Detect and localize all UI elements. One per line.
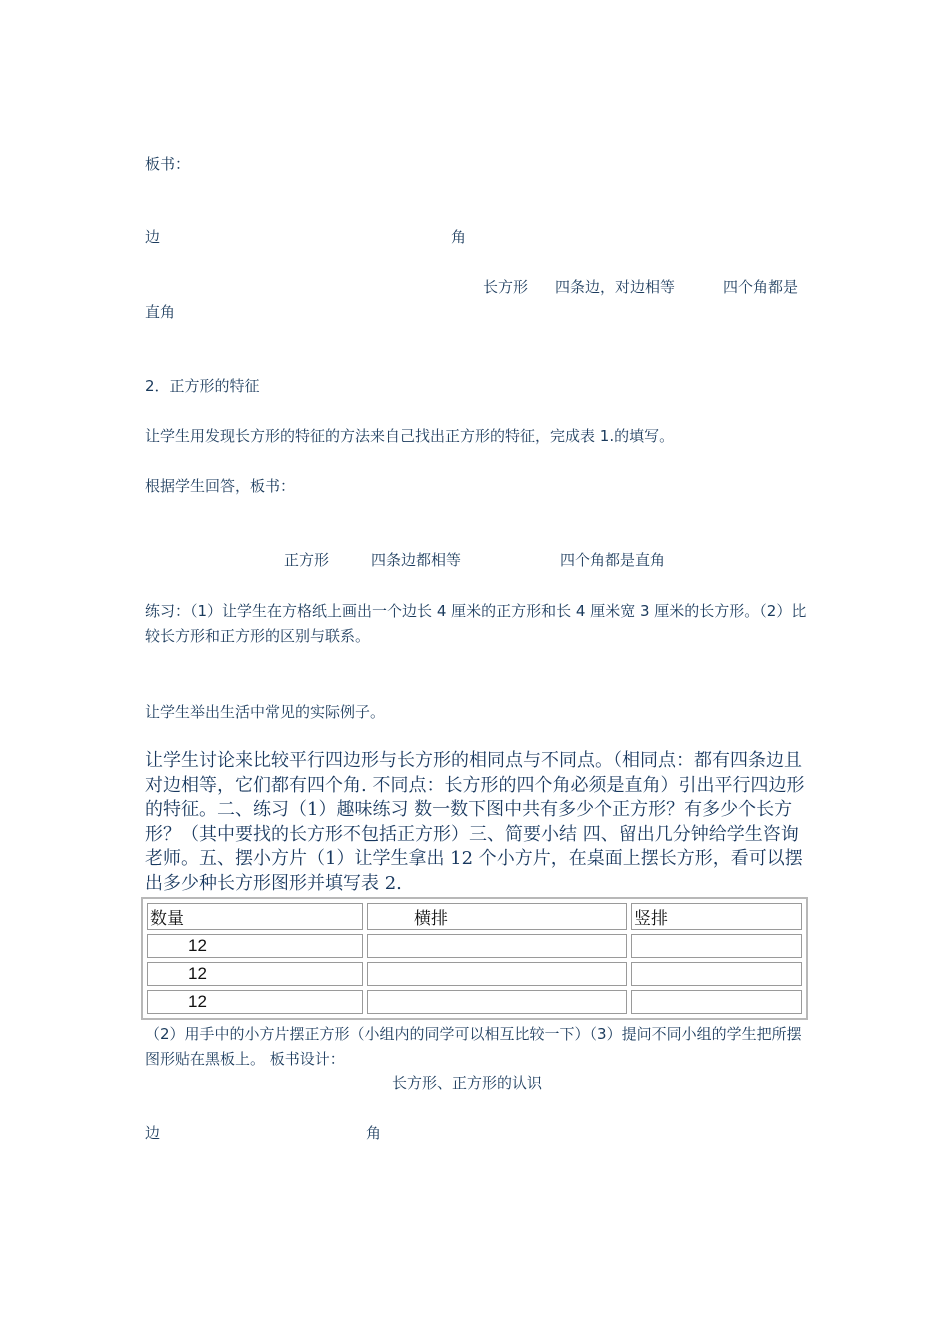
square-angles: 四个角都是直角 [560,551,666,569]
practice-text: 练习：（1）让学生在方格纸上画出一个边长 4 厘米的正方形和长 4 厘米宽 3 厘米的长方形。（2）比较长方形和正方形的区别与联系。 [145,602,807,645]
rectangle-label: 长方形 [483,278,529,296]
table-cell [367,990,627,1014]
data-table [141,897,808,1020]
table-cell: 12 [147,962,363,986]
table-cell [631,962,802,986]
table-row [147,990,802,1014]
table-cell [631,990,802,1014]
label-angle-2: 角 [366,1124,382,1142]
table-header-cell: 数量 [147,903,363,930]
board-note-1: 板书： [145,155,191,173]
rectangle-angles-cont: 直角 [145,303,176,321]
table-cell [367,934,627,958]
instruction-text: 让学生用发现长方形的特征的方法来自己找出正方形的特征，完成表 1.的填写。 [145,427,675,445]
rectangle-edges: 四条边，对边相等 [555,278,676,296]
table-cell: 12 [147,934,363,958]
table-header-row [147,903,802,930]
after-table-text: （2）用手中的小方片摆正方形（小组内的同学可以相互比较一下）（3）提问不同小组的学生把所摆图形贴在黑板上。 板书设计： [145,1025,802,1068]
main-paragraph: 让学生讨论来比较平行四边形与长方形的相同点与不同点。（相同点：都有四条边且对边相等，它们都有四个角. 不同点：长方形的四个角必须是直角）引出平行四边形的特征。二、练习（1）趣味练习 数一数下图中共有多少个正方形？有多少个长方形？（其中要找的长方形不包括正方形）三、简要小结 四、留出几分钟给学生咨询老师。五、摆小方片（1）让学生拿出 12 个小方片，在桌面上摆长方形，看可以摆出多少种长方形图形并填写表 2. [145,750,805,894]
table-header-cell: 横排 [367,903,627,930]
square-edges: 四条边都相等 [371,551,462,569]
label-angle: 角 [451,228,467,246]
label-edge: 边 [145,228,161,246]
section-heading: 2．正方形的特征 [145,377,260,395]
examples-text: 让学生举出生活中常见的实际例子。 [145,703,386,721]
table-cell [367,962,627,986]
design-title: 长方形、正方形的认识 [392,1074,543,1092]
table-header-cell: 竖排 [631,903,802,930]
table-row [147,934,802,958]
square-label: 正方形 [284,551,330,569]
rectangle-angles: 四个角都是 [723,278,799,296]
table-cell [631,934,802,958]
label-edge-2: 边 [145,1124,161,1142]
board-note-2: 根据学生回答，板书： [145,477,296,495]
table-cell: 12 [147,990,363,1014]
table-row [147,962,802,986]
